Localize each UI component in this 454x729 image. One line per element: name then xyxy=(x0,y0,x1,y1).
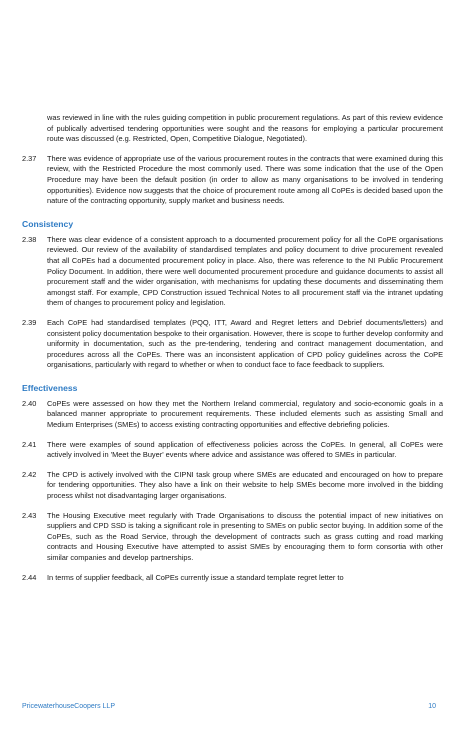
paragraph-number: 2.44 xyxy=(22,572,37,582)
paragraph-number: 2.40 xyxy=(22,398,37,408)
paragraph-text: There were examples of sound application of effectiveness policies across the CoPEs. In general, all CoPEs were actively involved in 'Meet the Buyer' events where advice and assistance was offered to SMEs in particular. xyxy=(47,439,443,460)
paragraph-text: Each CoPE had standardised templates (PQQ, ITT, Award and Regret letters and Debrief documents/letters) and consistent policy documentation bespoke to their organisation. However, there is scope to further develop conformity and uniformity in documentation, such as the pre-tendering, tendering and contract management documentation, and procedures across all the CoPEs. There was an inconsistent application of CPD policy guidelines across the CoPE organisations, particularly with regard to whether or when to conduct face to face feedback to suppliers. xyxy=(47,317,443,370)
paragraph-number: 2.42 xyxy=(22,469,37,479)
section-heading-effectiveness: Effectiveness xyxy=(22,382,78,393)
paragraph-text: In terms of supplier feedback, all CoPEs currently issue a standard template regret letter to xyxy=(47,572,344,582)
paragraph-2-37 xyxy=(22,154,443,207)
section-heading-consistency: Consistency xyxy=(22,218,74,229)
page-number: 10 xyxy=(428,703,436,710)
paragraph-text: CoPEs were assessed on how they met the Northern Ireland commercial, regulatory and socio-economic goals in a balanced manner appropriate to procurement requirements. These included elements such as assisting Small and Medium Enterprises (SMEs) to access existing contracting opportunities and effective debriefing policies. xyxy=(47,398,443,430)
paragraph-number: 2.43 xyxy=(22,510,37,520)
paragraph-2-38 xyxy=(22,235,443,309)
paragraph-text: There was clear evidence of a consistent approach to a documented procurement policy for all the CoPE organisations reviewed. Our review of the availability of standardised templates and policy document to drive procurement revealed that all CoPEs had a documented procurement policy in place. Also, there was reference to the NI Public Procurement Policy Document. In addition, there were well documented procurement procedure and guidance documents to assist all procurement staff and the wider organisation, with mechanisms for updating these documents and disseminating them amongst staff. For example, CPD Construction issued Technical Notes to all procurement staff via the intranet updating them of changes to procurement policy and legislation. xyxy=(47,234,443,308)
page-footer xyxy=(22,703,436,710)
paragraph-text: There was evidence of appropriate use of the various procurement routes in the contracts that were examined during this review, with the Restricted Procedure the most commonly used. There was some indication that the use of the Open Procedure may have been the default position (in order to allow as many organisations to be involved in tendering opportunities). Evidence now suggests that the choice of procurement route among all CoPEs is decided based upon the nature of the contracting opportunity, supply market and business needs. xyxy=(47,153,443,206)
paragraph-2-40 xyxy=(22,399,443,431)
footer-company: PricewaterhouseCoopers LLP xyxy=(22,703,115,710)
paragraph-number: 2.37 xyxy=(22,153,37,163)
paragraph-2-39 xyxy=(22,318,443,371)
page-content xyxy=(22,113,443,583)
paragraph-number: 2.41 xyxy=(22,439,37,449)
paragraph-2-43 xyxy=(22,511,443,564)
paragraph-2-44 xyxy=(22,573,443,584)
paragraph-text: The CPD is actively involved with the CIPNI task group where SMEs are educated and encouraged on how to prepare for tendering opportunities. They also have a link on their website to help SMEs become more involved in the bidding process whilst not disadvantaging larger organisations. xyxy=(47,469,443,501)
paragraph-number: 2.38 xyxy=(22,234,37,244)
paragraph-2-41 xyxy=(22,440,443,461)
paragraph-number: 2.39 xyxy=(22,317,37,327)
paragraph-2-42 xyxy=(22,470,443,502)
paragraph-text: The Housing Executive meet regularly with Trade Organisations to discuss the potential impact of new initiatives on suppliers and CPD SSD is taking a significant role in presenting to SMEs on public sector buying. In addition some of the CoPEs, such as the Road Service, through the development of contracts such as grass cutting and road marking contracts and Housing Executive have attempted to assist SMEs by encouraging them to form consortia with other similar companies and develop partnerships. xyxy=(47,510,443,562)
paragraph-continuation: was reviewed in line with the rules guiding competition in public procurement regulations. As part of this review evidence of publically advertised tendering opportunities were sought and the reasons for employing a particular procurement route was discussed (e.g. Restricted, Open, Competitive Dialogue, Negotiated). xyxy=(47,113,443,144)
